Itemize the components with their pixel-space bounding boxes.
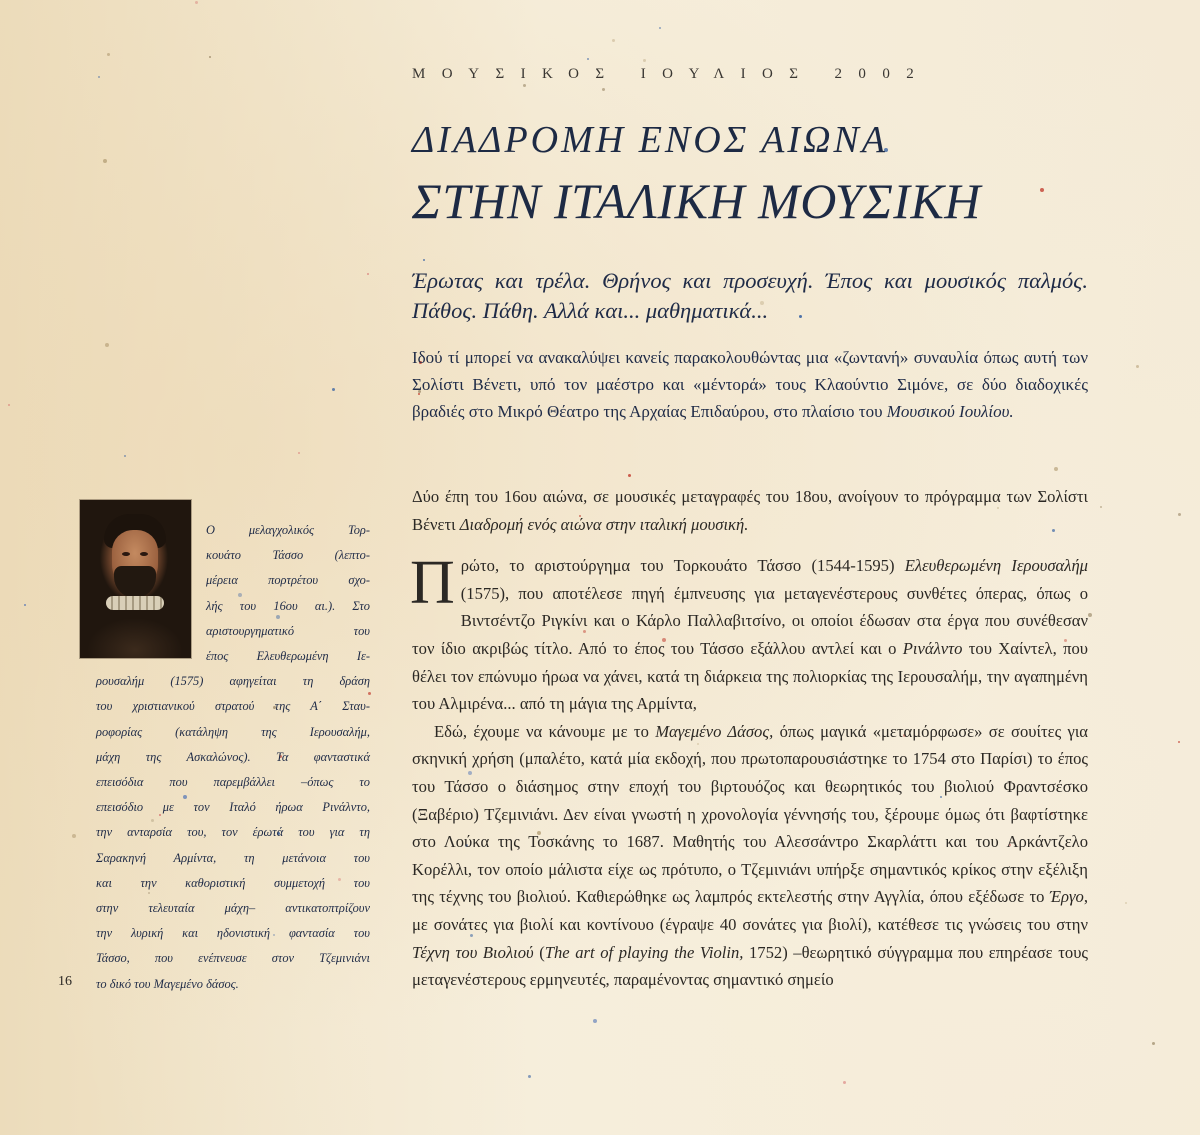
caption-line: επεισόδια που παρεμβάλλει –όπως το	[96, 775, 370, 790]
drop-cap: Π	[410, 549, 455, 618]
paper-speckle	[98, 76, 100, 78]
body-p3-text-e: 1752) –θεωρητικό σύγγραμμα που επηρέασε τους μεταγενέστερους ερμηνευτές, παραμένοντας σημαντικό σημείο	[412, 942, 1088, 990]
image-caption	[96, 518, 370, 997]
body-paragraph-2	[410, 549, 1088, 718]
paper-speckle	[593, 1019, 597, 1023]
paper-speckle	[612, 39, 615, 42]
paper-speckle	[843, 1081, 846, 1084]
paper-speckle	[1040, 188, 1044, 192]
caption-line: την ανταρσία του, τον έρωτά του για τη	[96, 825, 370, 840]
caption-line: αριστουργηματικό του	[206, 623, 370, 638]
body-p1-text: Δύο έπη του 16ου αιώνα, σε μουσικές μεταγραφές του 18ου, ανοίγουν το πρόγραμμα των Σολίστι Βένετι	[412, 487, 1088, 534]
caption-line: λής του 16ου αι.). Στο	[206, 598, 370, 613]
body-p3-italic-4: The art of playing the Violin,	[544, 942, 744, 962]
caption-line: ροφορίας (κατάληψη της Ιερουσαλήμ,	[96, 724, 370, 739]
body-p3-text-d: (	[533, 942, 545, 962]
paper-speckle	[423, 259, 425, 261]
paper-speckle	[1178, 741, 1180, 743]
caption-line: μέρεια πορτρέτου σχο-	[206, 573, 370, 588]
body-p2-text-b: (1575), που αποτέλεσε πηγή έμπνευσης για μεταγενέστερους συνθέτες όπερας, όπως ο Βιντσέντζο Ριγκίνι και ο Κάρλο Παλλαβιτσίνο, οι οποίοι έδωσαν στα έργα που συνέθεσαν τον ίδιο ακριβώς τίτλο. Από το έπος του Τάσσο εξάλλου αντλεί και ο	[412, 583, 1088, 658]
body-p3-italic-1: Μαγεμένο Δάσος,	[655, 721, 774, 741]
paper-speckle	[332, 388, 335, 391]
paper-speckle	[659, 27, 661, 29]
paper-speckle	[298, 452, 300, 454]
caption-line: κουάτο Τάσσο (λεπτο-	[206, 548, 370, 563]
body-p1-italic: Διαδρομή ενός αιώνα στην ιταλική μουσική.	[459, 514, 749, 534]
caption-line: του χριστιανικού στρατού της Α΄ Σταυ-	[96, 699, 370, 714]
article-body	[412, 483, 1088, 994]
caption-line: το δικό του Μαγεμένο δάσος.	[96, 976, 239, 991]
running-head: ΜΟΥΣΙΚΟΣ ΙΟΥΛΙΟΣ 2002	[412, 66, 931, 82]
body-p2-text-c: του Χαίντελ, που θέλει τον επώνυμο ήρωα να χάνει, κατά τη διάρκεια της πολιορκίας της Ιερουσαλήμ, την αγαπημένη του Αλμιρένα... από τη μάγια της Αρμίντα,	[412, 638, 1088, 714]
paper-speckle	[367, 273, 369, 275]
caption-line: ρουσαλήμ (1575) αφηγείται τη δράση	[96, 674, 370, 689]
body-p2-italic-2: Ρινάλντο	[902, 638, 963, 658]
page-number: 16	[58, 974, 72, 989]
paper-speckle	[602, 88, 605, 91]
body-p3-text-c: , με σονάτες για βιολί και κοντίνουο (έγραψε 40 σονάτες για βιολί), κατέθεσε τις γνώσεις του στην	[412, 887, 1088, 934]
intro-paragraph	[412, 344, 1088, 425]
paper-speckle	[587, 58, 589, 60]
caption-line: μάχη της Ασκαλώνος). Τα φανταστικά	[96, 749, 370, 764]
paper-speckle	[1136, 365, 1139, 368]
paper-speckle	[528, 1075, 531, 1078]
caption-line: Ο μελαγχολικός Τορ-	[206, 523, 370, 537]
body-p3-italic-2: Έργο	[1049, 887, 1084, 907]
title-line-2: ΣΤΗΝ ΙΤΑΛΙΚΗ ΜΟΥΣΙΚΗ	[412, 173, 981, 229]
paper-speckle	[1152, 1042, 1155, 1045]
body-paragraph-1	[412, 483, 1088, 538]
caption-line: Τάσσο, που ενέπνευσε στον Τζεμινιάνι	[96, 951, 370, 966]
caption-line: και την καθοριστική συμμετοχή του	[96, 875, 370, 890]
paper-speckle	[24, 604, 26, 606]
paper-speckle	[103, 159, 107, 163]
body-p3-italic-3: Τέχνη του Βιολιού	[412, 942, 534, 962]
paper-speckle	[195, 1, 198, 4]
body-paragraph-3	[412, 718, 1088, 994]
paper-speckle	[1054, 467, 1058, 471]
caption-line: Σαρακηνή Αρμίντα, τη μετάνοια του	[96, 850, 370, 865]
intro-italic: Μουσικού Ιουλίου.	[886, 402, 1014, 421]
lead-paragraph: Έρωτας και τρέλα. Θρήνος και προσευχή. Έπος και μουσικός παλμός. Πάθος. Πάθη. Αλλά και... μαθηματικά...	[412, 268, 1088, 323]
paper-speckle	[72, 834, 76, 838]
paper-speckle	[1088, 613, 1092, 617]
paper-speckle	[628, 474, 631, 477]
caption-line: έπος Ελευθερωμένη Ιε-	[206, 649, 370, 664]
body-p2-text-a: ρώτο, το αριστούργημα του Τορκουάτο Τάσσο (1544-1595)	[460, 556, 905, 576]
paper-speckle	[1100, 506, 1102, 508]
paper-speckle	[8, 404, 10, 406]
paper-speckle	[643, 59, 646, 62]
caption-line: την λυρική και ηδονιστική φαντασία του	[96, 926, 370, 941]
body-p3-text-b: όπως μαγικά «μεταμόρφωσε» σε σουίτες για σκηνική χρήση (μπαλέτο, κατά μία εκδοχή, που πρωτοπαρουσιάστηκε το 1754 στο Παρίσι) το έπος του Τάσσο ο διάσημος στην εποχή του βιρτουόζος και θεωρητικός του βιολιού Φραντσέσκο (Ξαβέριο) Τζεμινιάνι. Δεν είναι γνωστή η χρονολογία γέννησής του, ξέρουμε όμως ότι βαφτίστηκε στο Λούκα της Τοσκάνης το 1687. Μαθητής του Αλεσσάντρο Σκαρλάττι και του Αρκάντζελο Κορέλλι, τον οποίο μάλιστα είχε ως πρότυπο, ο Τζεμινιάνι υπήρξε σημαντικός κρίκος στην εξέλιξη της τέχνης του βιολιού. Καθιερώθηκε ως λαμπρός εκτελεστής στην Αγγλία, όπου εξέδωσε το	[412, 721, 1088, 907]
paper-speckle	[1125, 902, 1127, 904]
body-p2-italic-1: Ελευθερωμένη Ιερουσαλήμ	[904, 556, 1088, 576]
paper-speckle	[1178, 513, 1181, 516]
paper-speckle	[124, 455, 126, 457]
paper-speckle	[107, 53, 110, 56]
caption-line: στην τελευταία μάχη– αντικατοπτρίζουν	[96, 901, 370, 916]
caption-line: επεισόδιο με τον Ιταλό ήρωα Ρινάλντο,	[96, 800, 370, 815]
paper-speckle	[209, 56, 211, 58]
paper-speckle	[105, 343, 109, 347]
intro-text: Ιδού τί μπορεί να ανακαλύψει κανείς παρακολουθώντας μια «ζωντανή» συναυλία όπως αυτή των Σολίστι Βένετι, υπό τον μαέστρο και «μέντορά» τους Κλαούντιο Σιμόνε, σε δύο διαδοχικές βραδιές στο Μικρό Θέατρο της Αρχαίας Επιδαύρου, στο πλαίσιο του	[412, 348, 1088, 421]
title-line-1: ΔΙΑΔΡΟΜΗ ΕΝΟΣ ΑΙΩΝΑ	[412, 119, 889, 161]
paper-speckle	[523, 84, 526, 87]
body-p3-text-a: Εδώ, έχουμε να κάνουμε με το	[434, 721, 656, 741]
